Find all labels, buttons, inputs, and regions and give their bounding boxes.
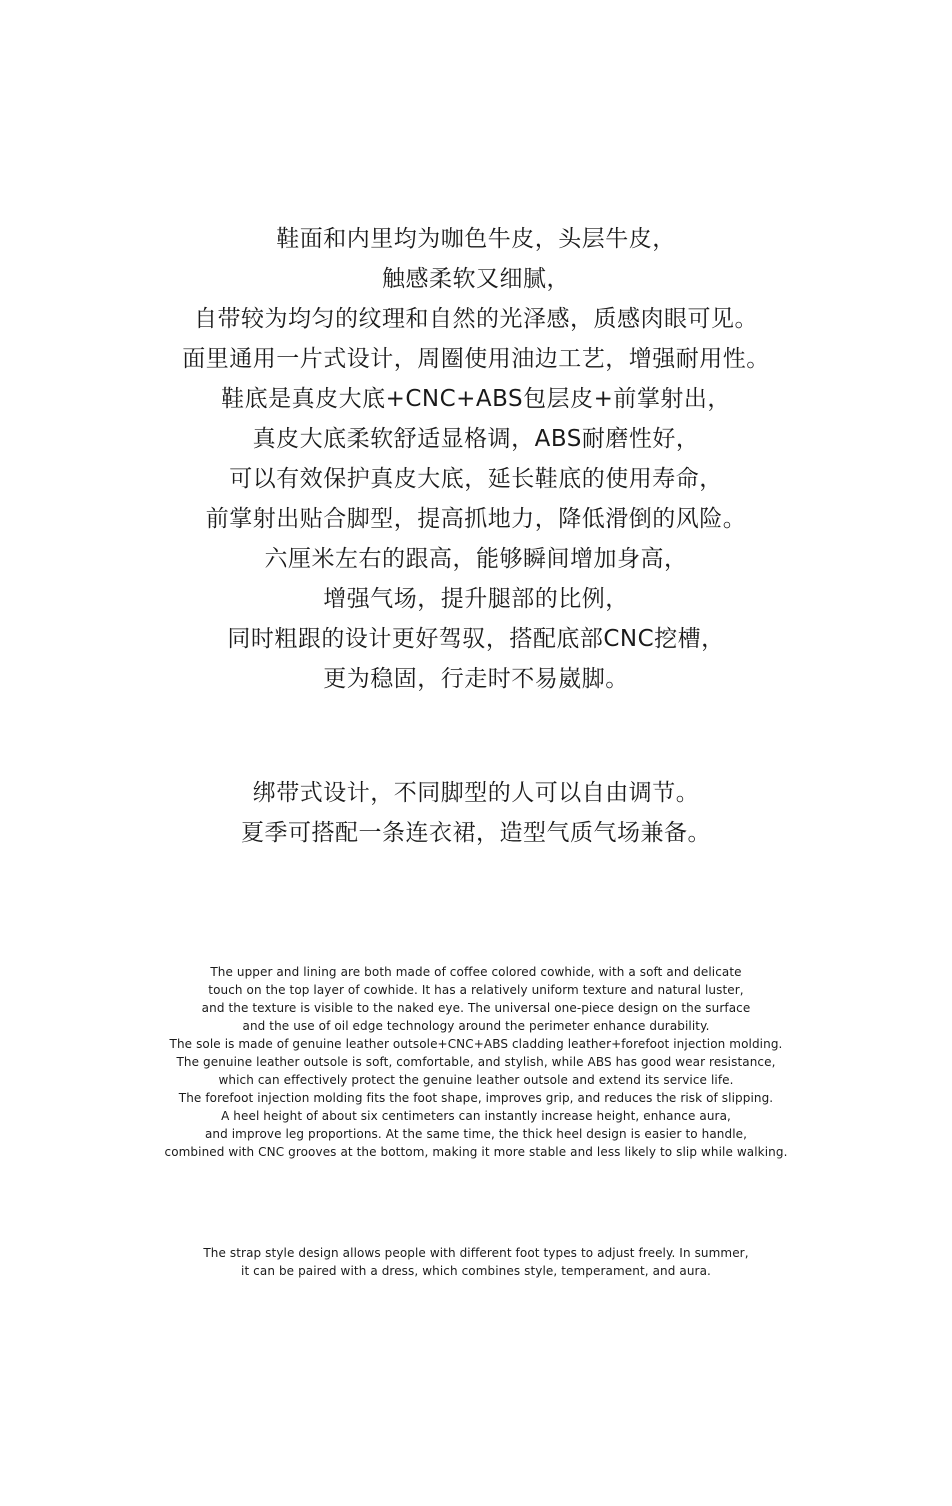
en-text-line: A heel height of about six centimeters can instantly increase height, enhance aura,	[221, 1109, 731, 1123]
zh-text-line: 鞋底是真皮大底+CNC+ABS包层皮+前掌射出，	[221, 386, 731, 412]
english-description-paragraph-1	[0, 963, 952, 1161]
en-text-line: which can effectively protect the genuine leather outsole and extend its service life.	[218, 1073, 734, 1087]
en-text-line: The forefoot injection molding fits the foot shape, improves grip, and reduces the risk of slipping.	[178, 1091, 774, 1105]
zh-text-line: 鞋面和内里均为咖色牛皮，头层牛皮，	[276, 226, 676, 252]
zh-text-line: 面里通用一片式设计，周圈使用油边工艺，增强耐用性。	[182, 346, 770, 372]
en-text-line: The sole is made of genuine leather outsole+CNC+ABS cladding leather+forefoot injection molding.	[169, 1037, 783, 1051]
zh-text-line: 增强气场，提升腿部的比例，	[323, 586, 629, 612]
en-text-line: and the use of oil edge technology around the perimeter enhance durability.	[242, 1019, 710, 1033]
english-description-paragraph-2	[0, 1244, 952, 1280]
zh-text-line: 六厘米左右的跟高，能够瞬间增加身高，	[264, 546, 688, 572]
chinese-description-paragraph-1	[0, 219, 952, 699]
en-text-line: it can be paired with a dress, which combines style, temperament, and aura.	[241, 1264, 711, 1278]
zh-text-line: 绑带式设计，不同脚型的人可以自由调节。	[252, 780, 700, 806]
en-text-line: and the texture is visible to the naked eye. The universal one-piece design on the surface	[201, 1001, 751, 1015]
en-text-line: and improve leg proportions. At the same time, the thick heel design is easier to handle,	[204, 1127, 748, 1141]
zh-text-line: 触感柔软又细腻，	[382, 266, 570, 292]
en-text-line: The genuine leather outsole is soft, comfortable, and stylish, while ABS has good wear resistance,	[176, 1055, 776, 1069]
zh-text-line: 前掌射出贴合脚型，提高抓地力，降低滑倒的风险。	[205, 506, 747, 532]
en-text-line: The upper and lining are both made of coffee colored cowhide, with a soft and delicate	[210, 965, 742, 979]
zh-text-line: 真皮大底柔软舒适显格调，ABS耐磨性好，	[252, 426, 700, 452]
en-text-line: touch on the top layer of cowhide. It has a relatively uniform texture and natural luster,	[208, 983, 744, 997]
en-text-line: combined with CNC grooves at the bottom, making it more stable and less likely to slip while walking.	[164, 1145, 788, 1159]
zh-text-line: 自带较为均匀的纹理和自然的光泽感，质感肉眼可见。	[194, 306, 758, 332]
zh-text-line: 更为稳固，行走时不易崴脚。	[323, 666, 629, 692]
en-text-line: The strap style design allows people with different foot types to adjust freely. In summer,	[203, 1246, 749, 1260]
zh-text-line: 夏季可搭配一条连衣裙，造型气质气场兼备。	[241, 820, 711, 846]
zh-text-line: 可以有效保护真皮大底，延长鞋底的使用寿命，	[229, 466, 723, 492]
chinese-description-paragraph-2	[0, 773, 952, 853]
zh-text-line: 同时粗跟的设计更好驾驭，搭配底部CNC挖槽，	[227, 626, 725, 652]
